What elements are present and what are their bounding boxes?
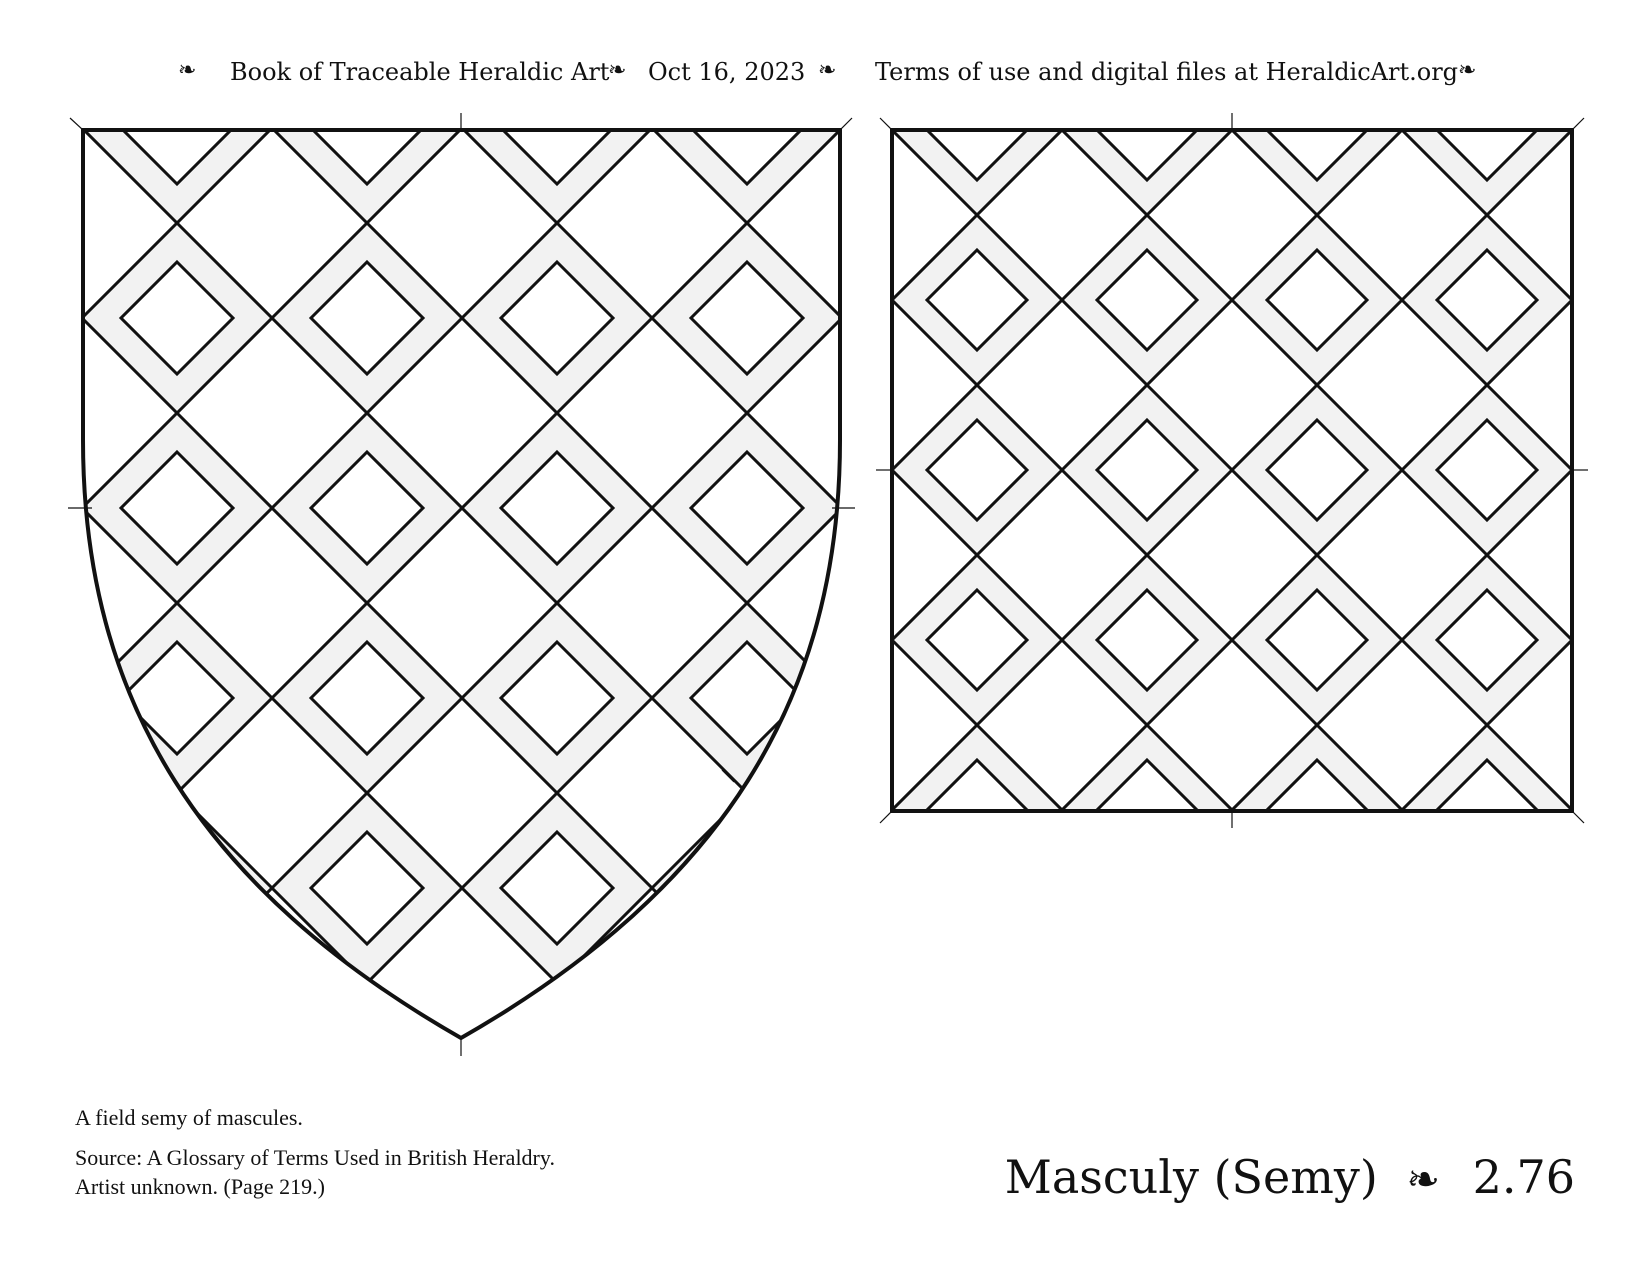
mascule [892,0,1062,45]
mascule-void [1607,930,1650,1030]
mascule [842,1173,1032,1275]
mascule [272,0,462,33]
mascule-void [1097,0,1197,10]
mascule [1032,793,1222,983]
mascule-void [1071,832,1183,944]
mascule-void [0,1212,43,1275]
mascule-void [1071,1212,1183,1275]
fleuron-ornament: ❧ [1458,58,1477,83]
mascule-void [1267,0,1367,10]
mascule-void [1607,420,1650,520]
mascule [722,0,892,45]
mascule [722,895,892,1065]
mascule [1572,725,1650,895]
mascule [1572,555,1650,725]
mascule [1032,983,1222,1173]
square-masculy-pattern [722,0,1650,1065]
mascule-void [757,930,857,1030]
mascule-void [927,930,1027,1030]
mascule-void [881,832,993,944]
mascule-void [1097,930,1197,1030]
mascule [0,983,82,1173]
mascule [892,895,1062,1065]
plate-number: 2.76 [1472,1150,1575,1204]
mascule [652,0,842,33]
mascule [1062,895,1232,1065]
mascule-void [0,642,43,754]
mascule-void [881,1022,993,1134]
mascule-void [0,72,43,184]
mascule [1062,0,1232,45]
mascule-void [1607,760,1650,860]
mascule [1572,0,1650,45]
mascule [842,0,1032,33]
tick-mark [880,118,892,130]
terms-of-use: Terms of use and digital files at HeraldicArt.org [875,58,1459,86]
mascule-void [757,0,857,10]
mascule-void [1437,0,1537,10]
mascule-void [691,1212,803,1275]
mascule [1032,0,1222,33]
plate-title [1005,1150,1575,1204]
fleuron-ornament: ❧ [178,58,197,83]
caption-description: A field semy of mascules. [75,1105,303,1130]
mascule [0,1173,82,1275]
mascule-void [0,832,43,944]
mascule-void [121,1212,233,1275]
mascule-void [121,832,233,944]
mascule [0,223,82,413]
tick-mark [1572,811,1584,823]
mascule-void [1607,250,1650,350]
mascule [462,0,652,33]
mascule [1232,895,1402,1065]
mascule [0,603,82,793]
mascule [0,33,82,223]
fleuron-ornament: ❧ [818,58,837,83]
caption-source: Source: A Glossary of Terms Used in British Heraldry. [75,1145,555,1170]
header-date: Oct 16, 2023 [648,58,806,86]
mascule-void [1607,590,1650,690]
caption [75,1103,715,1201]
mascule-void [1607,0,1650,10]
mascule [0,0,82,33]
mascule-void [0,452,43,564]
mascule [652,793,842,983]
mascule-void [0,1022,43,1134]
mascule [1572,45,1650,215]
mascule-void [927,0,1027,10]
tick-mark [1572,118,1584,130]
mascule [82,0,272,33]
plate-name: Masculy (Semy) [1004,1150,1378,1204]
mascule-void [1437,930,1537,1030]
mascule-void [1071,1022,1183,1134]
fleuron-ornament: ❧ [1406,1157,1440,1203]
mascule-void [311,1212,423,1275]
tick-mark [840,118,852,130]
mascule [1572,895,1650,1065]
mascule-void [757,760,857,860]
mascule-void [1267,930,1367,1030]
mascule-void [1607,80,1650,180]
mascule [1572,215,1650,385]
mascule-void [691,832,803,944]
mascule [1402,895,1572,1065]
mascule [842,793,1032,983]
caption-artist: Artist unknown. (Page 219.) [75,1174,325,1199]
mascule [82,793,272,983]
tick-mark [880,811,892,823]
mascule-void [501,1212,613,1275]
mascule [0,793,82,983]
mascule [1402,0,1572,45]
tick-mark [70,118,83,130]
book-title: Book of Traceable Heraldic Art [230,58,610,86]
fleuron-ornament: ❧ [608,58,627,83]
mascule-void [881,1212,993,1275]
mascule [842,983,1032,1173]
mascule-void [0,262,43,374]
mascule [1232,0,1402,45]
